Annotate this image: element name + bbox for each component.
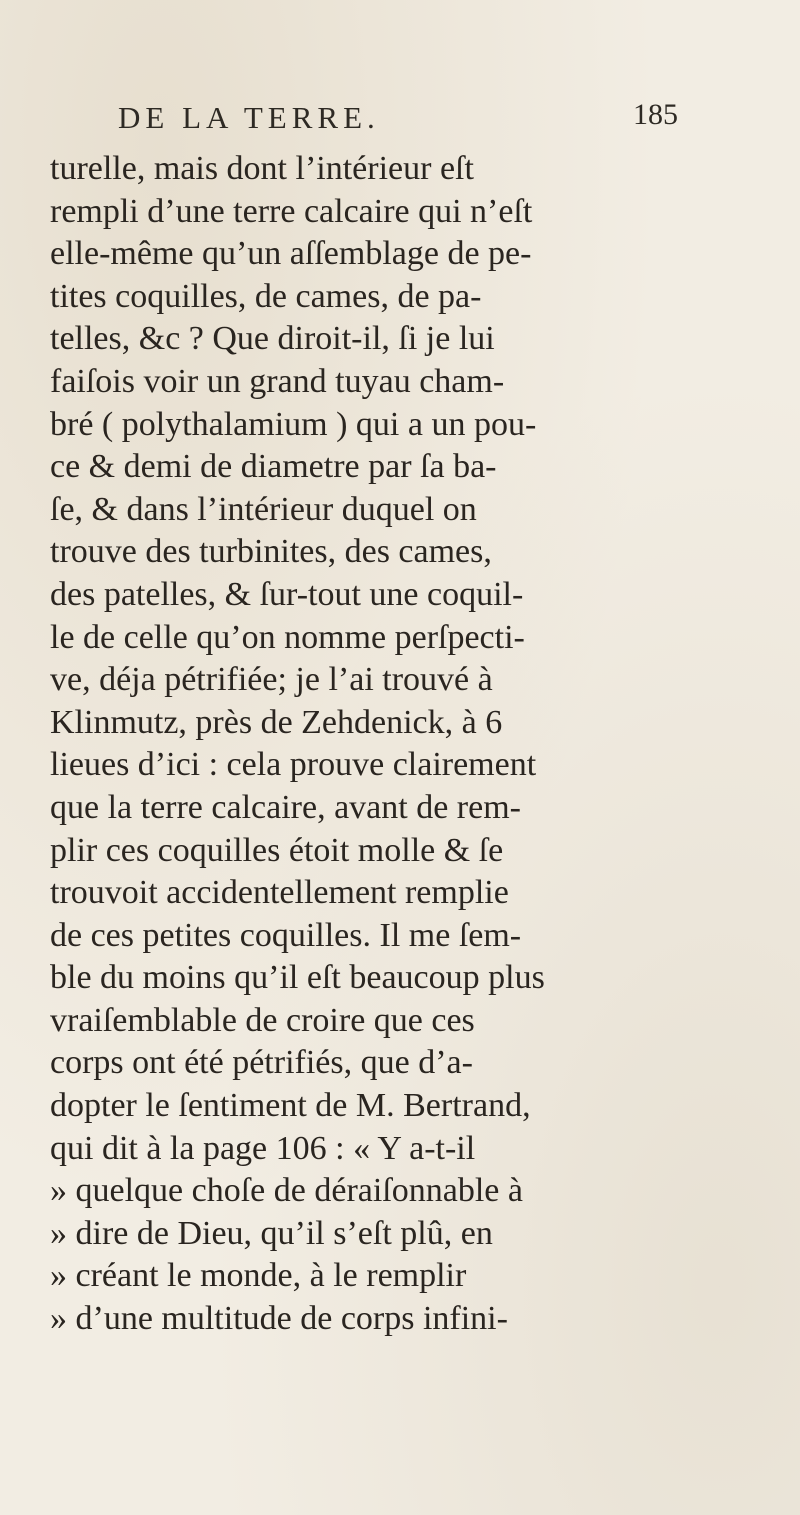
page-number: 185 (633, 98, 678, 131)
text-line: ble du moins qu’il eſt beaucoup plus (50, 959, 545, 997)
text-line: elle-même qu’un aſſemblage de pe- (50, 235, 532, 273)
text-line: le de celle qu’on nomme perſpecti- (50, 618, 525, 656)
text-line: de ces petites coquilles. Il me ſem- (50, 916, 522, 954)
text-line: telles, &c ? Que diroit-il, ſi je lui (50, 320, 495, 358)
quoted-line: » d’une multitude de corps infini- (50, 1300, 508, 1338)
text-line: trouve des turbinites, des cames, (50, 533, 492, 571)
text-line: ſe, & dans l’intérieur duquel on (50, 490, 477, 528)
quoted-line: » créant le monde, à le remplir (50, 1257, 467, 1295)
text-line: ve, déja pétrifiée; je l’ai trouvé à (50, 661, 493, 699)
quoted-line: » dire de Dieu, qu’il s’eſt plû, en (50, 1214, 493, 1252)
text-line: ce & demi de diametre par ſa ba- (50, 448, 497, 486)
text-line: que la terre calcaire, avant de rem- (50, 788, 521, 826)
text-line: trouvoit accidentellement remplie (50, 874, 509, 912)
text-line: faiſois voir un grand tuyau cham- (50, 362, 505, 400)
text-line: dopter le ſentiment de M. Bertrand, (50, 1087, 531, 1125)
text-line: rempli d’une terre calcaire qui n’eſt (50, 192, 533, 230)
text-line: des patelles, & ſur-tout une coquil- (50, 575, 524, 613)
text-line: qui dit à la page 106 : « Y a-t-il (50, 1129, 476, 1167)
text-line: turelle, mais dont l’intérieur eſt (50, 150, 474, 187)
text-line: Klinmutz, près de Zehdenick, à 6 (50, 703, 503, 741)
page-header (118, 96, 678, 146)
text-line: plir ces coquilles étoit molle & ſe (50, 831, 504, 869)
text-line: bré ( polythalamium ) qui a un pou- (50, 405, 537, 443)
text-line: corps ont été pétrifiés, que d’a- (50, 1044, 473, 1082)
text-line: tites coquilles, de cames, de pa- (50, 277, 482, 315)
text-line: vraiſemblable de croire que ces (50, 1001, 475, 1039)
quoted-line: » quelque choſe de déraiſonnable à (50, 1172, 523, 1210)
body-text (50, 148, 750, 1341)
text-line: lieues d’ici : cela prouve clairement (50, 746, 537, 784)
running-head: DE LA TERRE. (118, 100, 380, 135)
